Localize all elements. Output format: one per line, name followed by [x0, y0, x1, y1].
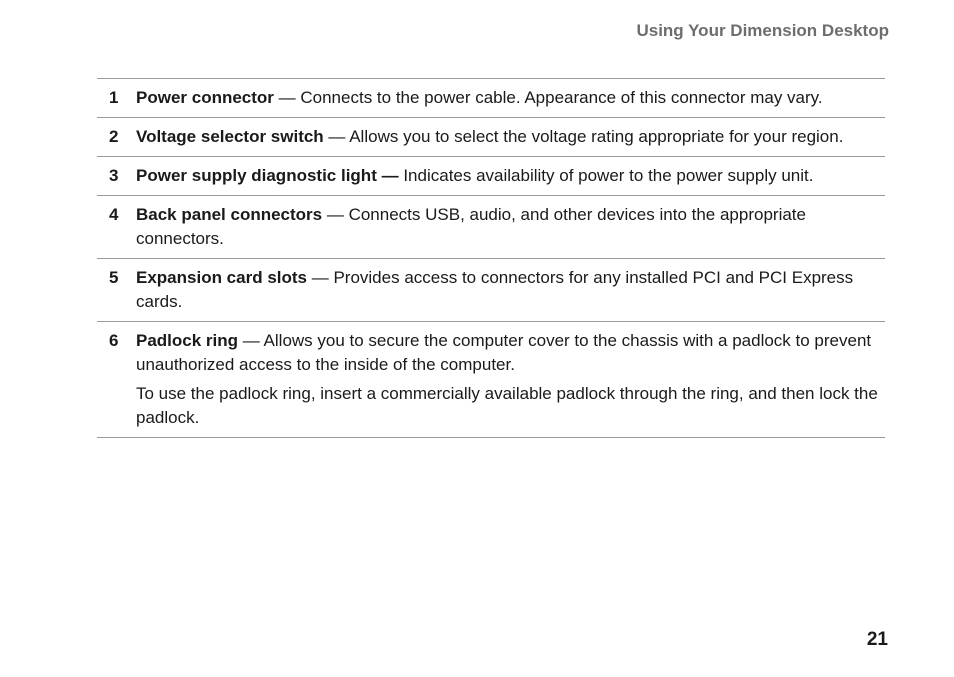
item-separator: — — [322, 205, 349, 224]
item-separator: — — [273, 88, 301, 107]
item-term: Back panel connectors — [136, 205, 323, 224]
item-term: Voltage selector switch — [136, 127, 324, 146]
item-description: Provides access to connectors for any installed PCI and PCI Express cards. — [136, 268, 854, 311]
page-number: 21 — [866, 629, 888, 650]
item-term: Padlock ring — [136, 331, 239, 350]
item-number: 6 — [109, 331, 119, 350]
item-description: Connects to the power cable. Appearance of this connector may vary. — [300, 88, 823, 107]
item-description: Allows you to select the voltage rating appropriate for your region. — [349, 127, 844, 146]
item-number: 4 — [109, 205, 119, 224]
component-table — [97, 78, 885, 438]
table-row — [97, 79, 885, 118]
table-row — [97, 259, 885, 322]
item-number: 5 — [109, 268, 119, 287]
item-description: Connects USB, audio, and other devices into the appropriate connectors. — [136, 205, 806, 248]
table-row — [97, 118, 885, 157]
item-separator: — — [323, 127, 350, 146]
item-extra-note: To use the padlock ring, insert a commercially available padlock through the ring, and then lock the padlock. — [136, 384, 878, 427]
item-term: Power supply diagnostic light — — [136, 166, 399, 185]
item-content — [136, 266, 885, 314]
item-content — [136, 329, 885, 430]
item-separator: — — [307, 268, 334, 287]
page-header-title: Using Your Dimension Desktop — [636, 21, 889, 40]
table-row — [97, 157, 885, 196]
item-separator: — — [238, 331, 264, 350]
table-row — [97, 196, 885, 259]
item-content — [136, 203, 885, 251]
item-description: Allows you to secure the computer cover to the chassis with a padlock to prevent unauthorized access to the inside of the computer. — [136, 331, 872, 374]
item-description: Indicates availability of power to the power supply unit. — [403, 166, 814, 185]
item-content — [136, 86, 885, 110]
item-number: 2 — [109, 127, 119, 146]
item-content — [136, 125, 885, 149]
item-term: Power connector — [136, 88, 274, 107]
item-number: 1 — [109, 88, 119, 107]
item-number: 3 — [109, 166, 119, 185]
item-content — [136, 164, 885, 188]
table-row — [97, 322, 885, 438]
item-term: Expansion card slots — [136, 268, 307, 287]
